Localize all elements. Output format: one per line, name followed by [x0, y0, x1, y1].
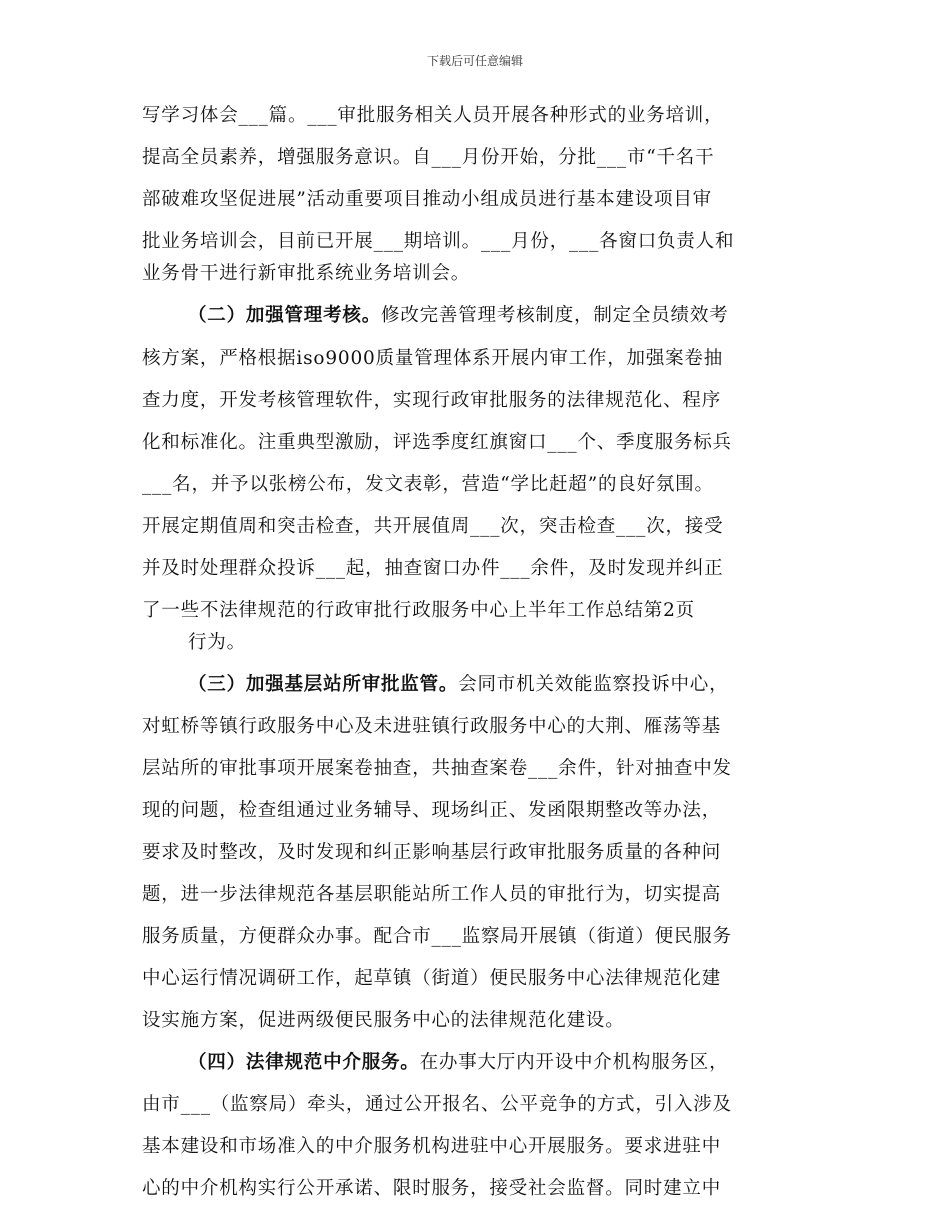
line-text: 查力度，开发考核管理软件，实现行政审批服务的法律规范化、程序	[142, 390, 722, 411]
line-text: 会同市机关效能监察投诉中心，	[458, 674, 729, 695]
text-line	[142, 185, 712, 211]
text-line	[142, 596, 695, 622]
text-line	[188, 628, 246, 654]
line-text: 在办事大厅内开设中介机构服务区，	[419, 1052, 729, 1073]
line-text: 提高全员素养，增强服务意识。自___月份开始，分批___市“千名干	[142, 147, 715, 168]
line-text: 修改完善管理考核制度，制定全员绩效考	[381, 305, 729, 326]
text-line	[142, 470, 714, 496]
section-heading: （三）加强基层站所审批监管。	[188, 674, 459, 695]
page-header: 下载后可任意编辑	[426, 54, 523, 68]
line-text: 中心运行情况调研工作，起草镇（街道）便民服务中心法律规范化建	[142, 968, 722, 989]
line-text: 并及时处理群众投诉___起，抽查窗口办件___余件，及时发现并纠正	[142, 558, 724, 579]
line-text: 行为。	[188, 632, 246, 653]
line-text: 设实施方案，促进两级便民服务中心的法律规范化建设。	[142, 1010, 625, 1031]
line-text: 业务骨干进行新审批系统业务培训会。	[142, 263, 471, 284]
text-line	[142, 386, 721, 412]
text-line	[142, 712, 721, 738]
text-line	[142, 428, 732, 454]
text-line	[142, 512, 723, 538]
text-line	[142, 1174, 721, 1200]
text-line	[142, 143, 714, 169]
line-text: 题，进一步法律规范各基层职能站所工作人员的审批行为，切实提高	[142, 884, 722, 905]
line-text: ___名，并予以张榜公布，发文表彰，营造“学比赶超”的良好氛围。	[142, 474, 714, 495]
text-line	[142, 259, 470, 285]
text-line	[142, 1006, 625, 1032]
line-text: 心的中介机构实行公开承诺、限时服务，接受社会监督。同时建立中	[142, 1178, 722, 1199]
text-line	[142, 1090, 732, 1116]
text-line	[188, 301, 728, 327]
text-line	[142, 754, 732, 780]
line-text: 要求及时整改，及时发现和纠正影响基层行政审批服务质量的各种问	[142, 842, 722, 863]
line-text: 服务质量，方便群众办事。配合市___监察局开展镇（街道）便民服务	[142, 926, 732, 947]
line-text: 对虹桥等镇行政服务中心及未进驻镇行政服务中心的大荆、雁荡等基	[142, 716, 722, 737]
text-line	[142, 1132, 721, 1158]
text-line	[142, 922, 732, 948]
section-heading: （四）法律规范中介服务。	[188, 1052, 420, 1073]
line-text: 批业务培训会，目前已开展___期培训。___月份，___各窗口负责人和	[142, 231, 735, 252]
line-text: 由市___（监察局）牵头，通过公开报名、公平竞争的方式，引入涉及	[142, 1094, 732, 1115]
line-text: 核方案，严格根据iso9000质量管理体系开展内审工作，加强案卷抽	[142, 348, 724, 369]
line-text: 写学习体会___篇。___审批服务相关人员开展各种形式的业务培训，	[142, 105, 724, 126]
text-line	[188, 1048, 728, 1074]
text-line	[142, 101, 723, 127]
text-line	[142, 880, 721, 906]
text-line	[142, 964, 721, 990]
text-line	[188, 670, 728, 696]
text-line	[142, 227, 734, 253]
line-text: 开展定期值周和突击检查，共开展值周___次，突击检查___次，接受	[142, 516, 724, 537]
line-text: 基本建设和市场准入的中介服务机构进驻中心开展服务。要求进驻中	[142, 1136, 722, 1157]
text-line	[142, 838, 721, 864]
section-heading: （二）加强管理考核。	[188, 305, 382, 326]
line-text: 层站所的审批事项开展案卷抽查，共抽查案卷___余件，针对抽查中发	[142, 758, 732, 779]
line-text: 现的问题，检查组通过业务辅导、现场纠正、发函限期整改等办法，	[142, 800, 722, 821]
text-line	[142, 344, 723, 370]
line-text: 部破难攻坚促进展”活动重要项目推动小组成员进行基本建设项目审	[142, 189, 712, 210]
text-line	[142, 796, 721, 822]
line-text: 了一些不法律规范的行政审批行政服务中心上半年工作总结第2页	[142, 600, 695, 621]
text-line	[142, 554, 723, 580]
line-text: 化和标准化。注重典型激励，评选季度红旗窗口___个、季度服务标兵	[142, 432, 732, 453]
